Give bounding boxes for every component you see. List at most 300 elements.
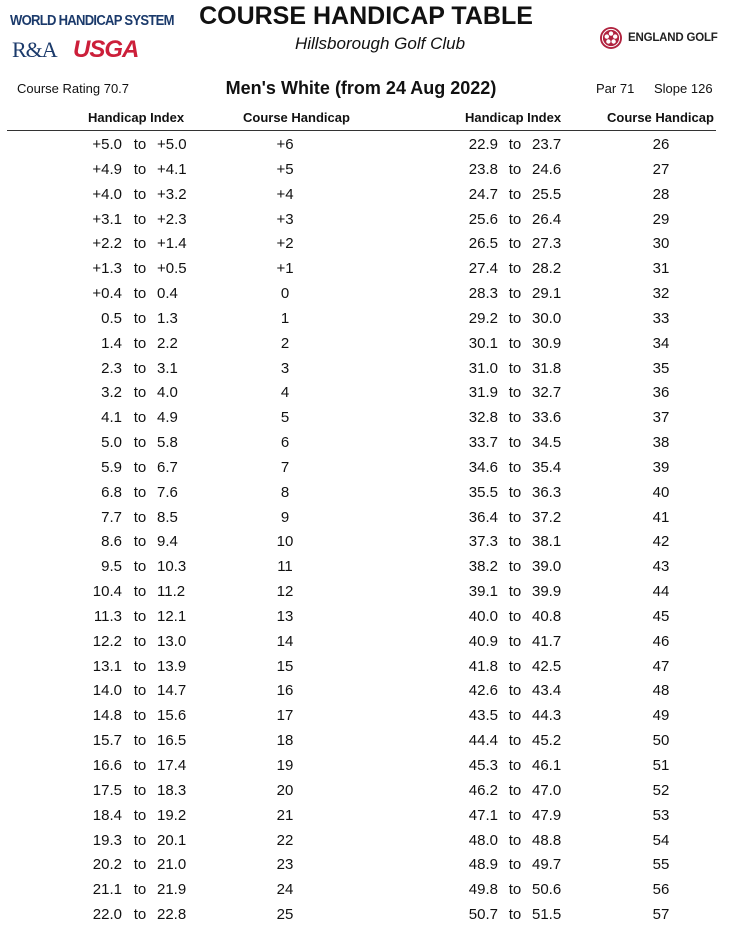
handicap-index-to: 48.8 [532,831,562,849]
handicap-index-from: 6.8 [101,483,122,501]
handicap-index-to: 18.3 [157,781,187,799]
handicap-index-to: 12.1 [157,607,187,625]
handicap-index-from: 22.9 [468,136,498,153]
to-label: to [508,657,522,675]
handicap-index-to: +1.4 [157,235,187,253]
page-title: COURSE HANDICAP TABLE [199,2,533,30]
handicap-index-to: 27.3 [532,235,562,253]
course-handicap-value: 36 [652,384,670,402]
course-handicap-value: 34 [652,334,670,352]
course-handicap-value: 43 [652,558,670,576]
course-rating: Course Rating 70.7 [17,81,130,96]
course-handicap-value: 30 [652,235,670,253]
table-row [0,285,732,309]
to-label: to [133,583,147,601]
to-label: to [133,334,147,352]
course-handicap-value: +5 [276,160,294,178]
handicap-index-from: 35.5 [468,483,498,501]
to-label: to [133,309,147,327]
to-label: to [508,160,522,178]
to-label: to [133,384,147,402]
handicap-index-from: 27.4 [468,260,498,278]
to-label: to [508,583,522,601]
to-label: to [133,781,147,799]
table-row [0,360,732,384]
course-handicap-value: 13 [276,607,294,625]
to-label: to [508,458,522,476]
table-row [0,235,732,259]
to-label: to [133,657,147,675]
to-label: to [133,185,147,203]
course-handicap-value: 26 [652,136,670,153]
handicap-index-to: 43.4 [532,682,562,700]
right-course-handicap-header: Course Handicap [607,110,714,125]
to-label: to [508,732,522,750]
course-handicap-value: +6 [276,136,294,153]
handicap-index-to: 35.4 [532,458,562,476]
course-handicap-value: 35 [652,359,670,377]
handicap-index-to: 16.5 [157,732,187,750]
handicap-index-to: 24.6 [532,160,562,178]
handicap-index-to: 4.9 [157,409,178,427]
handicap-index-from: 15.7 [92,732,122,750]
handicap-index-to: 34.5 [532,434,562,452]
handicap-index-from: 4.1 [101,409,122,427]
to-label: to [508,682,522,700]
table-row [0,434,732,458]
handicap-index-from: +3.1 [92,210,122,228]
to-label: to [133,757,147,774]
handicap-index-to: 13.0 [157,632,187,650]
course-handicap-value: 22 [276,831,294,849]
handicap-index-from: 11.3 [93,607,122,625]
table-row [0,633,732,657]
handicap-index-from: +0.4 [92,285,122,303]
handicap-index-from: 5.9 [101,458,122,476]
to-label: to [508,235,522,253]
course-handicap-value: 57 [652,906,670,924]
to-label: to [508,185,522,203]
handicap-index-to: 7.6 [157,483,178,501]
handicap-index-from: 14.0 [92,682,122,700]
to-label: to [508,558,522,576]
handicap-index-to: 30.9 [532,334,562,352]
to-label: to [508,409,522,427]
handicap-index-to: 49.7 [532,856,562,874]
table-row [0,335,732,359]
handicap-index-from: 46.2 [468,781,498,799]
table-row [0,832,732,856]
handicap-index-from: 42.6 [468,682,498,700]
to-label: to [133,458,147,476]
handicap-index-from: 31.0 [468,359,498,377]
course-handicap-value: 23 [276,856,294,874]
table-row [0,384,732,408]
handicap-index-from: 45.3 [468,757,498,774]
course-handicap-value: 0 [280,285,290,303]
to-label: to [508,334,522,352]
handicap-index-from: 33.7 [468,434,498,452]
course-handicap-value: 38 [652,434,670,452]
par-value: Par 71 [596,81,635,96]
course-handicap-value: 51 [652,757,670,774]
right-handicap-index-header: Handicap Index [465,110,562,125]
handicap-index-from: 29.2 [468,309,498,327]
handicap-index-to: 42.5 [532,657,562,675]
handicap-index-to: 5.8 [157,434,178,452]
handicap-index-to: 44.3 [532,707,562,725]
handicap-index-from: 41.8 [468,657,498,675]
handicap-index-from: 1.4 [101,334,122,352]
to-label: to [133,508,147,526]
course-handicap-value: 12 [276,583,294,601]
handicap-index-from: 24.7 [468,185,498,203]
to-label: to [133,881,147,899]
handicap-index-from: 0.5 [101,309,122,327]
to-label: to [508,607,522,625]
to-label: to [508,906,522,924]
handicap-index-from: 34.6 [468,458,498,476]
handicap-index-to: 3.1 [157,359,178,377]
to-label: to [508,533,522,551]
course-handicap-value: 15 [276,657,294,675]
course-handicap-value: 6 [280,434,290,452]
handicap-index-from: 18.4 [92,806,122,824]
to-label: to [508,483,522,501]
table-row [0,658,732,682]
table-row [0,881,732,905]
handicap-index-from: 47.1 [468,806,498,824]
handicap-index-to: +0.5 [157,260,187,278]
table-row [0,757,732,781]
handicap-index-from: 50.7 [468,906,498,924]
course-handicap-value: 45 [652,607,670,625]
handicap-index-from: 49.8 [468,881,498,899]
handicap-index-to: +5.0 [157,136,187,153]
handicap-index-from: 21.1 [92,881,122,899]
table-row [0,161,732,185]
handicap-index-to: 15.6 [157,707,187,725]
handicap-index-from: 23.8 [468,160,498,178]
table-row [0,558,732,582]
handicap-index-from: 31.9 [468,384,498,402]
table-row [0,509,732,533]
course-handicap-value: 53 [652,806,670,824]
handicap-index-to: 26.4 [532,210,562,228]
handicap-index-to: 37.2 [532,508,562,526]
handicap-index-to: 31.8 [532,359,562,377]
handicap-index-to: 22.8 [157,906,187,924]
handicap-index-from: 36.4 [468,508,498,526]
handicap-index-to: 17.4 [157,757,187,774]
to-label: to [508,781,522,799]
course-handicap-value: 4 [280,384,290,402]
handicap-index-to: +3.2 [157,185,187,203]
to-label: to [133,906,147,924]
handicap-index-to: 21.0 [157,856,187,874]
handicap-index-from: +4.0 [92,185,122,203]
table-row [0,260,732,284]
course-handicap-value: 19 [276,757,294,774]
table-row [0,583,732,607]
handicap-index-to: +2.3 [157,210,187,228]
table-row [0,459,732,483]
to-label: to [133,235,147,253]
course-handicap-value: 5 [280,409,290,427]
handicap-index-from: 39.1 [468,583,498,601]
handicap-index-to: 30.0 [532,309,562,327]
handicap-index-to: 25.5 [532,185,562,203]
course-handicap-value: 47 [652,657,670,675]
to-label: to [133,682,147,700]
handicap-index-to: 28.2 [532,260,562,278]
course-handicap-value: 32 [652,285,670,303]
course-handicap-value: 3 [280,359,290,377]
course-handicap-value: 21 [276,806,294,824]
handicap-index-to: 4.0 [157,384,178,402]
course-handicap-value: 14 [276,632,294,650]
course-handicap-value: 29 [652,210,670,228]
handicap-index-from: 48.9 [468,856,498,874]
to-label: to [133,210,147,228]
course-handicap-value: 20 [276,781,294,799]
course-handicap-value: 40 [652,483,670,501]
table-row [0,906,732,930]
to-label: to [133,136,147,153]
handicap-index-to: 38.1 [532,533,562,551]
handicap-index-from: 44.4 [468,732,498,750]
course-handicap-value: 37 [652,409,670,427]
slope-value: Slope 126 [654,81,713,96]
to-label: to [508,831,522,849]
handicap-index-to: 8.5 [157,508,178,526]
to-label: to [133,260,147,278]
course-handicap-value: +2 [276,235,294,253]
to-label: to [133,409,147,427]
table-row [0,807,732,831]
course-handicap-value: 33 [652,309,670,327]
handicap-index-from: 20.2 [92,856,122,874]
england-golf-logo-text: ENGLAND GOLF [628,32,718,44]
handicap-index-from: 2.3 [101,359,122,377]
course-handicap-value: 7 [280,458,290,476]
handicap-index-from: 12.2 [92,632,122,650]
to-label: to [508,285,522,303]
table-row [0,682,732,706]
course-handicap-value: +4 [276,185,294,203]
to-label: to [133,160,147,178]
course-handicap-value: +3 [276,210,294,228]
table-row [0,211,732,235]
to-label: to [508,881,522,899]
left-handicap-index-header: Handicap Index [88,110,185,125]
course-handicap-value: 9 [280,508,290,526]
to-label: to [508,434,522,452]
table-row [0,533,732,557]
course-handicap-value: 39 [652,458,670,476]
course-handicap-value: 46 [652,632,670,650]
handicap-index-to: 6.7 [157,458,178,476]
to-label: to [133,533,147,551]
course-handicap-value: 16 [276,682,294,700]
to-label: to [133,607,147,625]
handicap-index-from: 32.8 [468,409,498,427]
handicap-index-to: 36.3 [532,483,562,501]
handicap-index-to: 20.1 [157,831,187,849]
handicap-index-to: 21.9 [157,881,187,899]
course-handicap-value: 24 [276,881,294,899]
to-label: to [508,856,522,874]
usga-logo: USGA [73,36,139,63]
handicap-index-from: 13.1 [92,657,122,675]
handicap-index-from: 16.6 [92,757,122,774]
handicap-index-from: 19.3 [92,831,122,849]
handicap-index-to: 47.9 [532,806,562,824]
handicap-index-to: 50.6 [532,881,562,899]
left-course-handicap-header: Course Handicap [243,110,350,125]
course-handicap-value: 25 [276,906,294,924]
course-handicap-value: 18 [276,732,294,750]
course-handicap-value: 52 [652,781,670,799]
table-row [0,310,732,334]
course-handicap-value: 56 [652,881,670,899]
course-handicap-value: 10 [276,533,294,551]
handicap-index-from: +2.2 [92,235,122,253]
course-handicap-value: 28 [652,185,670,203]
handicap-index-to: 19.2 [157,806,187,824]
to-label: to [133,732,147,750]
table-row [0,782,732,806]
handicap-index-to: 40.8 [532,607,562,625]
table-row [0,732,732,756]
course-handicap-value: 1 [280,309,290,327]
club-name: Hillsborough Golf Club [294,34,466,53]
to-label: to [508,806,522,824]
course-handicap-value: 17 [276,707,294,725]
to-label: to [133,632,147,650]
handicap-index-from: 10.4 [92,583,122,601]
course-handicap-value: 48 [652,682,670,700]
to-label: to [133,558,147,576]
to-label: to [508,309,522,327]
handicap-index-to: 0.4 [157,285,178,303]
to-label: to [133,707,147,725]
handicap-index-to: 32.7 [532,384,562,402]
handicap-index-to: 14.7 [157,682,187,700]
handicap-index-from: +5.0 [92,136,122,153]
handicap-index-to: 45.2 [532,732,562,750]
handicap-index-to: 29.1 [532,285,562,303]
table-row [0,136,732,160]
course-handicap-value: 55 [652,856,670,874]
to-label: to [133,856,147,874]
handicap-index-from: 25.6 [468,210,498,228]
to-label: to [508,260,522,278]
handicap-index-to: 1.3 [157,309,178,327]
to-label: to [133,359,147,377]
header-divider [7,130,716,131]
handicap-index-from: 26.5 [468,235,498,253]
course-handicap-value: +1 [276,260,294,278]
course-handicap-value: 50 [652,732,670,750]
table-row [0,484,732,508]
to-label: to [508,359,522,377]
handicap-index-from: 8.6 [101,533,122,551]
table-row [0,608,732,632]
course-handicap-value: 54 [652,831,670,849]
to-label: to [133,483,147,501]
handicap-index-from: 14.8 [92,707,122,725]
handicap-index-to: 10.3 [157,558,187,576]
course-handicap-value: 27 [652,160,670,178]
handicap-index-to: 39.9 [532,583,562,601]
handicap-index-from: 28.3 [468,285,498,303]
course-handicap-value: 41 [652,508,670,526]
to-label: to [508,384,522,402]
course-handicap-value: 11 [277,558,293,576]
table-row [0,409,732,433]
handicap-index-from: +4.9 [92,160,122,178]
handicap-index-to: 39.0 [532,558,562,576]
handicap-index-to: 46.1 [532,757,562,774]
randa-logo: R&A [12,37,57,62]
handicap-index-from: 48.0 [468,831,498,849]
handicap-index-from: 22.0 [92,906,122,924]
table-row [0,707,732,731]
handicap-index-to: 23.7 [532,136,562,153]
handicap-index-to: 9.4 [157,533,178,551]
handicap-index-from: 38.2 [468,558,498,576]
handicap-index-to: 11.2 [157,583,186,601]
tee-title: Men's White (from 24 Aug 2022) [225,78,497,98]
handicap-index-from: 17.5 [92,781,122,799]
to-label: to [508,136,522,153]
handicap-index-to: +4.1 [157,160,187,178]
course-handicap-value: 44 [652,583,670,601]
to-label: to [508,210,522,228]
handicap-index-from: 43.5 [468,707,498,725]
handicap-index-to: 13.9 [157,657,187,675]
handicap-index-from: 40.0 [468,607,498,625]
handicap-index-from: 40.9 [468,632,498,650]
course-handicap-value: 2 [280,334,290,352]
handicap-index-to: 51.5 [532,906,562,924]
table-row [0,186,732,210]
course-handicap-value: 31 [652,260,670,278]
world-handicap-system-logo: WORLD HANDICAP SYSTEM [10,13,174,29]
handicap-index-to: 2.2 [157,334,178,352]
to-label: to [508,757,522,774]
handicap-index-to: 41.7 [532,632,562,650]
handicap-index-from: 30.1 [468,334,498,352]
to-label: to [133,831,147,849]
table-row [0,856,732,880]
handicap-index-to: 33.6 [532,409,562,427]
handicap-index-from: 9.5 [101,558,122,576]
to-label: to [133,806,147,824]
handicap-index-from: 37.3 [468,533,498,551]
course-handicap-value: 8 [280,483,290,501]
handicap-index-from: 3.2 [101,384,122,402]
course-handicap-value: 49 [652,707,670,725]
handicap-index-to: 47.0 [532,781,562,799]
handicap-index-from: 5.0 [101,434,122,452]
to-label: to [508,707,522,725]
handicap-index-from: +1.3 [92,260,122,278]
handicap-index-from: 7.7 [101,508,122,526]
to-label: to [133,285,147,303]
to-label: to [133,434,147,452]
